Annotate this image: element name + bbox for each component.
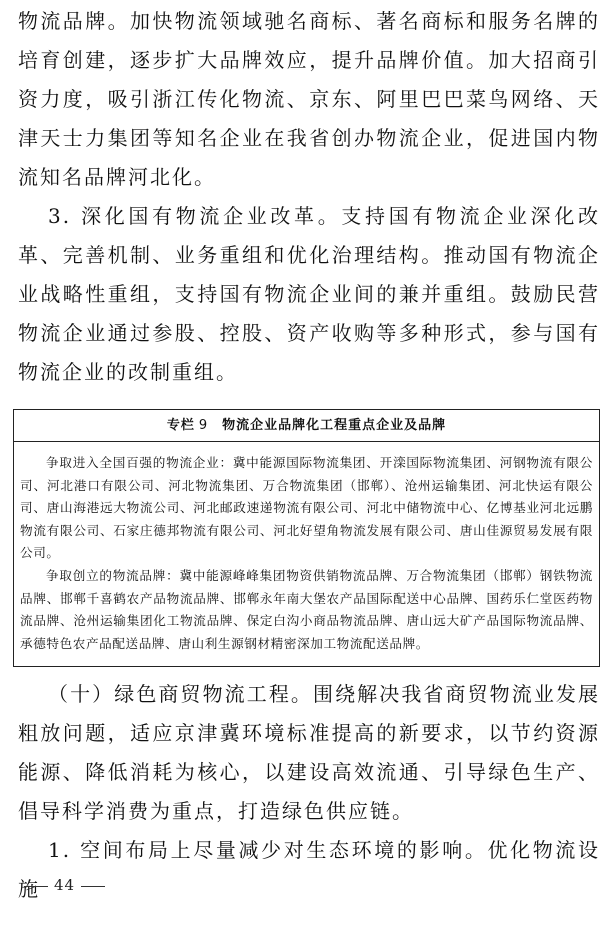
paragraph-spatial-layout: 1. 空间布局上尽量减少对生态环境的影响。优化物流设施 — [18, 838, 600, 901]
footer-dash-left — [24, 886, 48, 887]
page-footer — [18, 875, 111, 895]
footer-dash-right — [81, 886, 105, 887]
box-title-bar — [14, 410, 599, 442]
box-number: 9 — [198, 418, 209, 433]
page-number: 44 — [54, 876, 76, 894]
paragraph-brand-building: 物流品牌。加快物流领域驰名商标、著名商标和服务名牌的培育创建，逐步扩大品牌效应，提升品牌价值。加大招商引资力度，吸引浙江传化物流、京东、阿里巴巴菜鸟网络、天津天士力集团等知名企业在我省创办物流企业，促进国内物流知名品牌河北化。 — [18, 9, 600, 189]
paragraph-green-logistics: （十）绿色商贸物流工程。围绕解决我省商贸物流业发展粗放问题，适应京津冀环境标准提高的新要求，以节约资源能源、降低消耗为核心，以建设高效流通、引导绿色生产、倡导科学消费为重点，打造绿色供应链。 — [18, 682, 600, 823]
paragraph-state-owned-reform: 3. 深化国有物流企业改革。支持国有物流企业深化改革、完善机制、业务重组和优化治理结构。推动国有物流企业战略性重组，支持国有物流企业间的兼并重组。鼓励民营物流企业通过参股、控股、资产收购等多种形式，参与国有物流企业的改制重组。 — [18, 204, 600, 384]
box-body — [20, 452, 593, 655]
box-label: 专栏 — [166, 418, 195, 433]
box-title: 物流企业品牌化工程重点企业及品牌 — [222, 418, 447, 433]
box-paragraph-top-enterprises: 争取进入全国百强的物流企业：冀中能源国际物流集团、开滦国际物流集团、河钢物流有限公司、河北港口有限公司、河北物流集团、万合物流集团（邯郸）、沧州运输集团、河北快运有限公司、唐山海港远大物流公司、河北邮政速递物流有限公司、河北中储物流中心、亿博基业河北远鹏物流有限公司、石家庄德邦物流有限公司、河北好望角物流发展有限公司、唐山佳源贸易发展有限公司。 — [20, 455, 593, 561]
box-paragraph-brands: 争取创立的物流品牌：冀中能源峰峰集团物资供销物流品牌、万合物流集团（邯郸）钢铁物流品牌、邯郸千喜鹤农产品物流品牌、邯郸永年南大堡农产品国际配送中心品牌、国药乐仁堂医药物流品牌、沧州运输集团化工物流品牌、保定白沟小商品物流品牌、唐山远大矿产品国际物流品牌、承德特色农产品配送品牌、唐山利生源钢材精密深加工物流配送品牌。 — [20, 567, 593, 651]
sidebar-box-column-9 — [13, 409, 600, 667]
